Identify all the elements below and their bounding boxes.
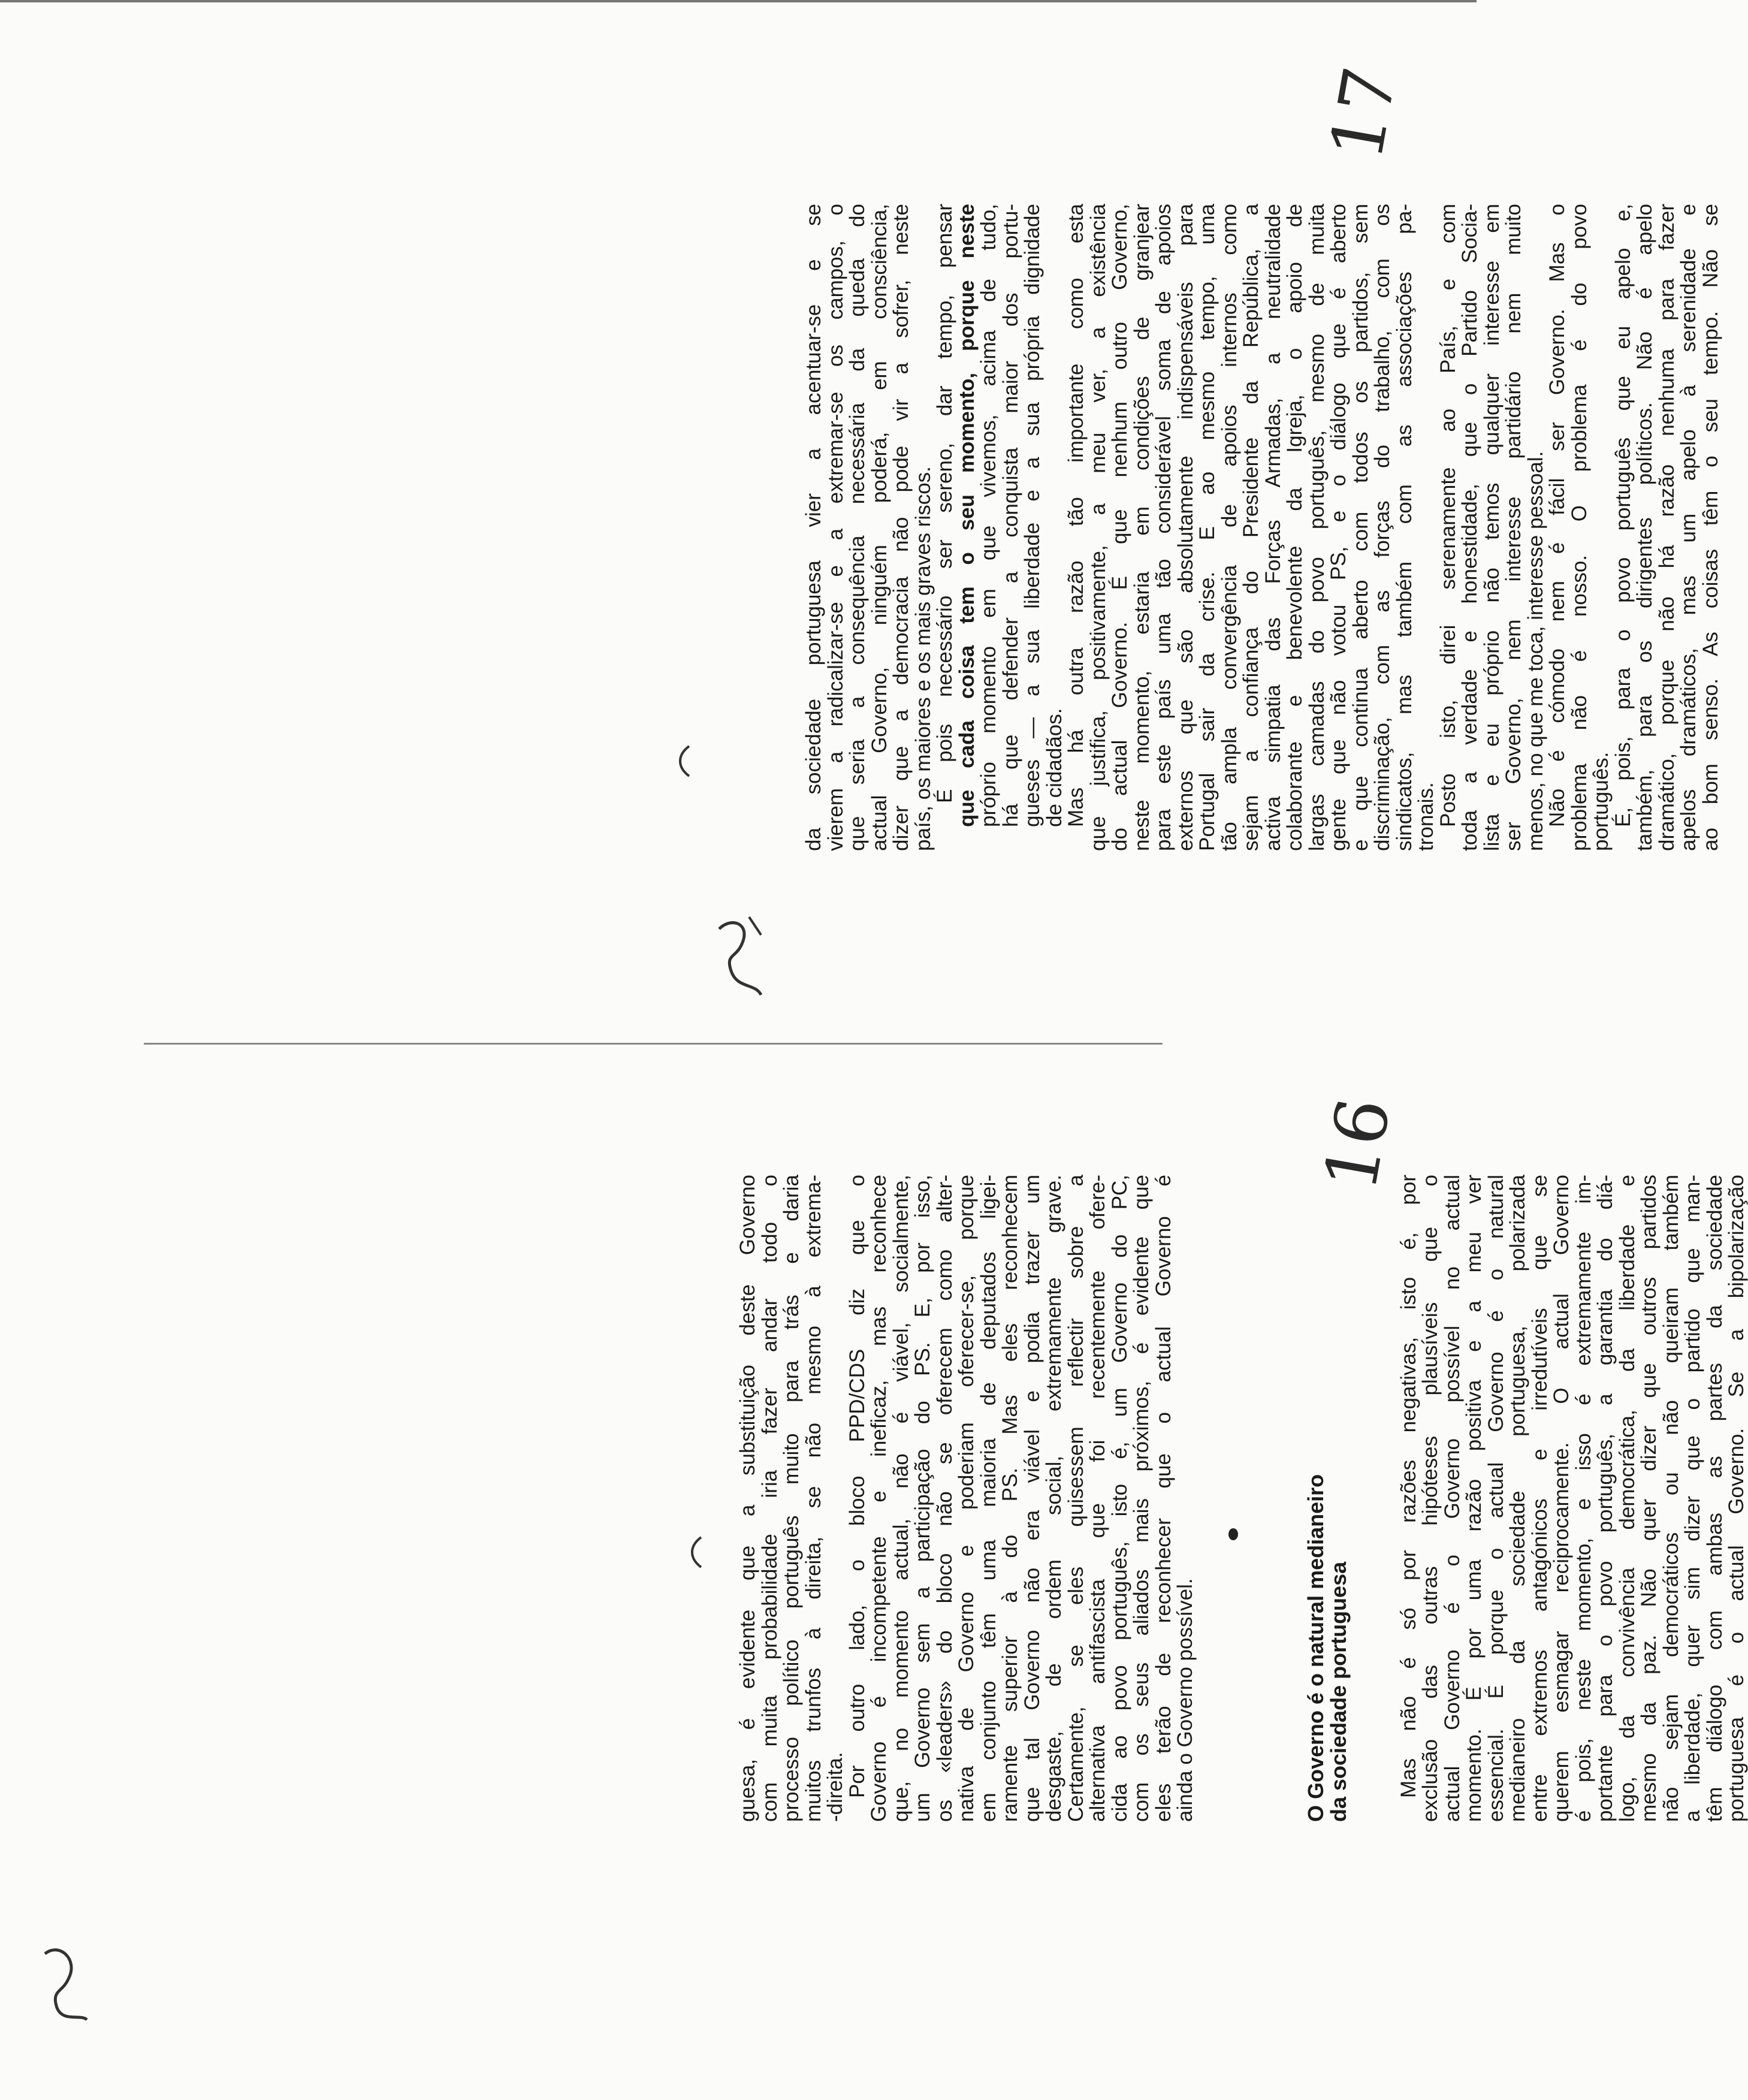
text-line: desgaste, de ordem social, extremamente grave.	[1042, 1175, 1065, 1822]
text-line: ser Governo, nem interesse partidário nem muito	[1502, 204, 1525, 851]
text-line: Mas não é só por razões negativas, isto é, por	[1396, 1175, 1420, 1798]
text-line: toda a verdade e honestidade, que o Partido Socia-	[1458, 204, 1481, 851]
text-line: momento. É por uma razão positiva e a meu ver	[1462, 1175, 1486, 1822]
text-line: um Governo sem a participação do PS. E, por isso,	[911, 1175, 934, 1822]
text-line: actual Governo é o Governo possível no actual	[1440, 1175, 1464, 1822]
text-line: sindicatos, mas também com as associações pa-	[1392, 204, 1416, 851]
text-line: menos, no que me toca, interesse pessoal.	[1523, 451, 1547, 851]
text-line: português.	[1589, 752, 1613, 851]
text-line: com muita probabilidade iria fazer andar todo o	[757, 1175, 781, 1822]
text-line: medianeiro da sociedade portuguesa, polarizada	[1506, 1175, 1529, 1822]
text-line: Portugal sair da crise. E ao mesmo tempo, uma	[1195, 204, 1219, 851]
text-line: portuguesa é o actual Governo. Se a bipolarização	[1725, 1175, 1748, 1822]
text-line: querem esmagar reciprocamente. O actual Governo	[1550, 1175, 1573, 1822]
text-line: largas camadas do povo português, mesmo de muita	[1305, 204, 1329, 851]
paragraph	[803, 204, 934, 851]
heading-line: O Governo é o natural medianeiro	[1303, 1474, 1328, 1822]
text-line: tronais.	[1414, 782, 1438, 851]
text-line: da sociedade portuguesa vier a acentuar-se e se	[802, 204, 825, 851]
text-line: lista e eu próprio não temos qualquer interesse em	[1480, 204, 1504, 851]
text-line: que tal Governo não era viável e podia trazer um	[1020, 1175, 1044, 1822]
text-line: Mas há outra razão tão importante como esta	[1064, 204, 1088, 827]
text-line: que, no momento actual, não é viável, socialmente,	[889, 1175, 913, 1822]
text-line: e que continua aberto com todos os partidos, sem	[1348, 204, 1372, 851]
paragraph	[1613, 204, 1722, 851]
text-line: gente que não votou PS, e o diálogo que é aberto	[1327, 204, 1350, 851]
text-line: neste momento, estaria em condições de granjear	[1130, 204, 1154, 851]
section-heading	[1305, 1175, 1350, 1822]
text-line: activa simpatia das Forças Armadas, a neutralidade	[1261, 204, 1285, 851]
text-line: processo político português muito para trás e daria	[780, 1175, 803, 1822]
text-line: que cada coisa tem o seu momento, porque neste	[955, 204, 979, 827]
page-number-left: 16	[1309, 1092, 1408, 1197]
text-line: próprio momento em que vivemos, acima de tudo,	[977, 204, 1000, 827]
text-line: em conjunto têm uma maioria de deputados ligei-	[976, 1175, 1000, 1822]
text-line: que seria a consequência necessária da queda do	[846, 204, 869, 851]
text-line: alternativa antifascista que foi recentemente ofere-	[1086, 1175, 1109, 1822]
text-line: portante para o povo português, a garantia do diá-	[1593, 1175, 1617, 1822]
text-line: É pois necessário ser sereno, dar tempo, pensar	[933, 204, 956, 803]
text-line: não sejam democráticos ou não queiram também	[1659, 1175, 1683, 1822]
text-line: sejam a confiança do Presidente da República, a	[1239, 204, 1263, 851]
text-line: entre extremos antagónicos e irredutíveis que se	[1527, 1175, 1551, 1822]
text-line: nativa de Governo e poderiam oferecer-se, porque	[955, 1175, 978, 1822]
text-line: apelos dramáticos, mas um apelo à serenidade e	[1677, 204, 1700, 851]
text-line: há que defender a conquista maior dos portu-	[998, 204, 1022, 827]
top-rule	[0, 0, 1477, 2]
paragraph	[1438, 204, 1547, 851]
left-column	[737, 1175, 1748, 1822]
text-line: colaborante e benevolente da Igreja, o apoio de	[1283, 204, 1306, 851]
text-line: É, pois, para o povo português que eu apelo e,	[1611, 204, 1635, 827]
text-line: ramente superior à do PS. Mas eles reconhecem	[998, 1175, 1022, 1822]
text-line: gueses — a sua liberdade e a sua própria dignidade	[1021, 204, 1044, 827]
fold-line	[144, 1043, 1163, 1045]
text-line: cida ao povo português, isto é, um Governo do PC,	[1107, 1175, 1131, 1822]
paragraph	[1065, 204, 1438, 851]
paragraph	[934, 204, 1065, 851]
paren-mark-1	[671, 743, 695, 779]
text-line: exclusão das outras hipóteses plausíveis que o	[1418, 1175, 1442, 1822]
text-line: os «leaders» do bloco não se oferecem como alter-	[932, 1175, 956, 1822]
text-line: Certamente, se eles quisessem reflectir sobre a	[1064, 1175, 1088, 1822]
text-line: problema não é nosso. O problema é do povo	[1567, 204, 1591, 851]
text-line: logo, da convivência democrática, da liberdade e	[1615, 1175, 1639, 1822]
text-line: do actual Governo. É que nenhum outro Governo,	[1108, 204, 1131, 851]
paragraph	[847, 1175, 1197, 1822]
text-line: país, os maiores e os mais graves riscos.	[911, 466, 935, 851]
heading-line: da sociedade portuguesa	[1326, 1561, 1351, 1822]
text-line: tão ampla convergência de apoios internos como	[1217, 204, 1241, 851]
text-line: Posto isto, direi serenamente ao País, e com	[1436, 204, 1460, 827]
paragraph	[1398, 1175, 1748, 1822]
text-line: a liberdade, quer sim dizer que o partido que man-	[1681, 1175, 1704, 1822]
text-line: guesa, é evidente que a substituição deste Governo	[736, 1175, 759, 1822]
text-line: muitos trunfos à direita, se não mesmo à extrema-	[801, 1175, 825, 1822]
handwritten-mark-top	[707, 911, 773, 1001]
paren-mark-2	[683, 1534, 707, 1570]
text-line: também, para os dirigentes políticos. Não é apelo	[1633, 204, 1656, 851]
text-line: vierem a radicalizar-se e a extremar-se os campos, o	[823, 204, 847, 851]
text-line: dizer que a democracia não pode vir a sofrer, neste	[889, 204, 913, 851]
text-line: -direita.	[823, 1752, 847, 1822]
paragraph	[1547, 204, 1613, 851]
text-line: ao bom senso. As coisas têm o seu tempo. Não se	[1698, 204, 1722, 851]
text-line: Por outro lado, o bloco PPD/CDS diz que o	[845, 1175, 869, 1798]
text-line: ainda o Governo possível.	[1173, 1578, 1197, 1822]
text-line: para este país uma tão considerável soma de apoios	[1152, 204, 1175, 851]
page-number-right: 17	[1315, 61, 1414, 166]
paragraph	[737, 1175, 847, 1822]
text-line: é pois, neste momento, e isso é extremamente im-	[1571, 1175, 1595, 1822]
text-line: actual Governo, ninguém poderá, em consciência,	[867, 204, 891, 851]
text-line: de cidadãos.	[1042, 708, 1066, 827]
text-line: essencial. É porque o actual Governo é o natural	[1484, 1175, 1508, 1822]
text-line: discriminação, com as forças do trabalho, com os	[1370, 204, 1394, 851]
right-column	[803, 204, 1722, 851]
text-line: mesmo da paz. Não quer dizer que outros partidos	[1637, 1175, 1661, 1822]
text-line: que justifica, positivamente, a meu ver, a existência	[1086, 204, 1110, 851]
handwritten-mark-bottom	[36, 1942, 96, 2026]
text-line: externos que são absolutamente indispensáveis para	[1173, 204, 1197, 851]
text-line: dramático, porque não há razão nenhuma para fazer	[1655, 204, 1678, 851]
text-line: Não é cómodo nem é fácil ser Governo. Mas o	[1545, 204, 1569, 827]
text-line: Governo é incompetente e ineficaz, mas reconhece	[867, 1175, 890, 1822]
text-line: eles terão de reconhecer que o actual Governo é	[1151, 1175, 1175, 1822]
text-line: têm diálogo com ambas as partes da sociedade	[1702, 1175, 1726, 1822]
text-line: com os seus aliados mais próximos, é evidente que	[1130, 1175, 1153, 1822]
